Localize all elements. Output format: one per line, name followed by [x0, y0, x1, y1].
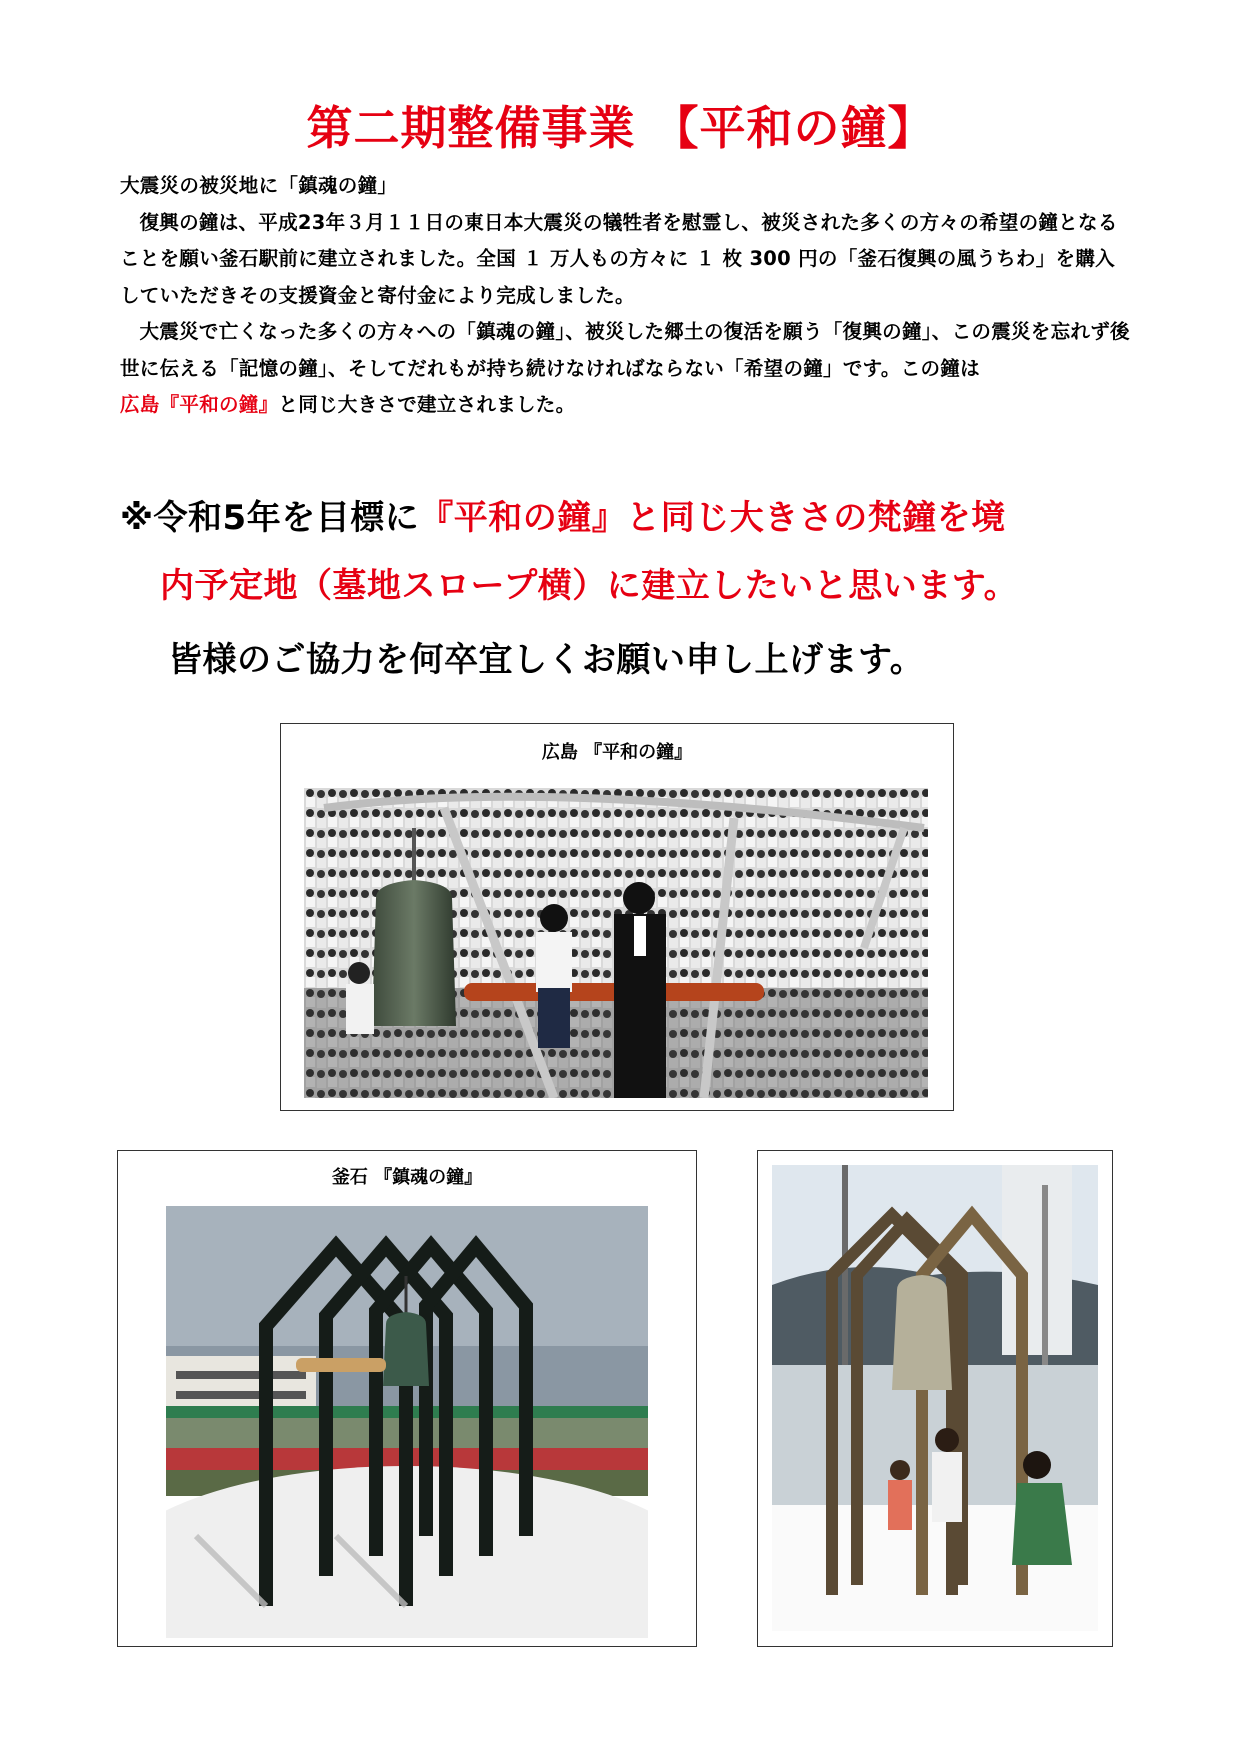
kamaishi-bell-photo: [166, 1206, 648, 1638]
hiroshima-caption: 広島 『平和の鐘』: [541, 742, 693, 763]
kamaishi-caption: 釜石 『鎮魂の鐘』: [331, 1167, 483, 1188]
kamaishi-photo-frame: [117, 1150, 697, 1647]
kamaishi-bell-winter-photo: [772, 1165, 1098, 1631]
intro-paragraph-2: [120, 314, 1130, 424]
notice-line-1: [120, 484, 1150, 552]
hiroshima-bell-photo: [304, 788, 928, 1098]
notice-line-1-red: 『平和の鐘』と同じ大きさの梵鐘を境: [419, 498, 1006, 538]
paragraph-2-tail: と同じ大きさで建立されました。: [278, 393, 576, 416]
intro-paragraph-1: 復興の鐘は、平成23年３月１１日の東日本大震災の犠牲者を慰霊し、被災された多くの方々の希望の鐘となることを願い釜石駅前に建立されました。全国 １ 万人もの方々に １ 枚 300 円の「釜石復興の風うちわ」を購入していただきその支援資金と寄付金により完成しました。: [120, 210, 1118, 307]
notice-line-2: 内予定地（墓地スロープ横）に建立したいと思います。: [160, 566, 1019, 606]
hiroshima-bell-highlight: 広島『平和の鐘』: [120, 393, 279, 416]
paragraph-2-text: 大震災で亡くなった多くの方々への「鎮魂の鐘」、被災した郷土の復活を願う「復興の鐘」、この震災を忘れず後世に伝える「記憶の鐘」、そしてだれもが持ち続けなければならない「希望の鐘」です。この鐘は: [120, 320, 1130, 380]
notice-line-3: 皆様のご協力を何卒宜しくお願い申し上げます。: [168, 640, 925, 680]
page-title: 第二期整備事業 【平和の鐘】: [306, 101, 935, 155]
notice-line-1-black: ※令和5年を目標に: [120, 498, 420, 538]
intro-heading: 大震災の被災地に「鎮魂の鐘」: [120, 174, 398, 197]
intro-text: [120, 168, 1130, 424]
kamaishi-second-photo-frame: [757, 1150, 1113, 1647]
hiroshima-photo-frame: [280, 723, 954, 1111]
notice-block: [120, 484, 1150, 694]
